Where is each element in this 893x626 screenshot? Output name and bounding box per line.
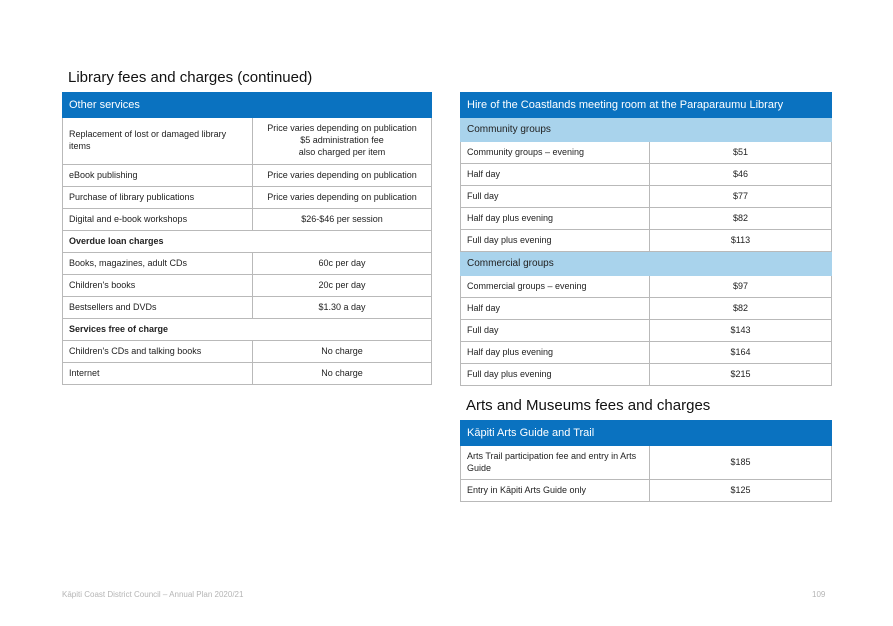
table-row — [461, 186, 832, 208]
row-label: Commercial groups – evening — [461, 276, 650, 298]
row-value: $164 — [650, 342, 832, 364]
section-row-overdue — [63, 231, 432, 253]
section-row-community — [461, 118, 832, 142]
row-label: Digital and e-book workshops — [63, 209, 253, 231]
section-label: Services free of charge — [63, 319, 432, 341]
table-header-row — [63, 93, 432, 118]
other-services-table — [62, 92, 432, 385]
table-row — [461, 164, 832, 186]
table-row — [63, 209, 432, 231]
row-value: 20c per day — [253, 275, 432, 297]
table-row — [461, 230, 832, 252]
row-label: Replacement of lost or damaged library items — [63, 118, 253, 165]
table-row — [461, 142, 832, 164]
row-label: Arts Trail participation fee and entry in Arts Guide — [461, 446, 650, 480]
row-value — [253, 118, 432, 165]
row-label: Half day — [461, 164, 650, 186]
row-label: Community groups – evening — [461, 142, 650, 164]
value-line: $5 administration fee — [300, 135, 384, 146]
table-row — [461, 480, 832, 502]
section-row-commercial — [461, 252, 832, 276]
table-row — [461, 446, 832, 480]
row-value: $185 — [650, 446, 832, 480]
row-value: 60c per day — [253, 253, 432, 275]
row-label: Half day — [461, 298, 650, 320]
row-value: $46 — [650, 164, 832, 186]
table-row — [63, 363, 432, 385]
arts-guide-table — [460, 420, 832, 502]
row-value: Price varies depending on publication — [253, 187, 432, 209]
row-value: $82 — [650, 298, 832, 320]
row-value: $97 — [650, 276, 832, 298]
row-value: $51 — [650, 142, 832, 164]
table-row — [461, 298, 832, 320]
row-value: No charge — [253, 341, 432, 363]
table-row — [63, 118, 432, 165]
table-row — [63, 253, 432, 275]
row-label: Full day plus evening — [461, 364, 650, 386]
table-row — [63, 187, 432, 209]
section-label: Overdue loan charges — [63, 231, 432, 253]
row-value: Price varies depending on publication — [253, 165, 432, 187]
section-row-free — [63, 319, 432, 341]
row-value: $82 — [650, 208, 832, 230]
row-label: Bestsellers and DVDs — [63, 297, 253, 319]
row-label: Half day plus evening — [461, 342, 650, 364]
section-label: Commercial groups — [461, 252, 832, 276]
row-label: Purchase of library publications — [63, 187, 253, 209]
row-label: Full day — [461, 320, 650, 342]
table-header-row — [461, 93, 832, 118]
meeting-room-hire-table — [460, 92, 832, 386]
row-value: $77 — [650, 186, 832, 208]
table-row — [63, 341, 432, 363]
row-label: Full day — [461, 186, 650, 208]
row-label: Half day plus evening — [461, 208, 650, 230]
table-row — [63, 297, 432, 319]
value-line: Price varies depending on publication — [267, 123, 417, 134]
row-label: Children's CDs and talking books — [63, 341, 253, 363]
row-value: $1.30 a day — [253, 297, 432, 319]
table-title: Hire of the Coastlands meeting room at the Paraparaumu Library — [461, 93, 832, 118]
footer-text: Kāpiti Coast District Council – Annual Plan 2020/21 — [62, 590, 244, 599]
row-label: Entry in Kāpiti Arts Guide only — [461, 480, 650, 502]
page-number: 109 — [812, 590, 826, 599]
arts-museums-heading: Arts and Museums fees and charges — [466, 397, 711, 414]
table-title: Kāpiti Arts Guide and Trail — [461, 421, 832, 446]
row-value: $143 — [650, 320, 832, 342]
value-line: also charged per item — [298, 146, 386, 157]
row-label: Full day plus evening — [461, 230, 650, 252]
table-row — [461, 364, 832, 386]
row-value: $26-$46 per session — [253, 209, 432, 231]
section-label: Community groups — [461, 118, 832, 142]
row-value: No charge — [253, 363, 432, 385]
table-row — [461, 208, 832, 230]
table-row — [461, 320, 832, 342]
row-label: eBook publishing — [63, 165, 253, 187]
table-row — [63, 275, 432, 297]
table-row — [461, 342, 832, 364]
table-row — [63, 165, 432, 187]
row-value: $215 — [650, 364, 832, 386]
row-label: Books, magazines, adult CDs — [63, 253, 253, 275]
table-header-row — [461, 421, 832, 446]
library-fees-heading: Library fees and charges (continued) — [68, 69, 313, 86]
table-row — [461, 276, 832, 298]
row-value: $125 — [650, 480, 832, 502]
row-label: Internet — [63, 363, 253, 385]
table-title: Other services — [63, 93, 432, 118]
row-label: Children's books — [63, 275, 253, 297]
row-value: $113 — [650, 230, 832, 252]
